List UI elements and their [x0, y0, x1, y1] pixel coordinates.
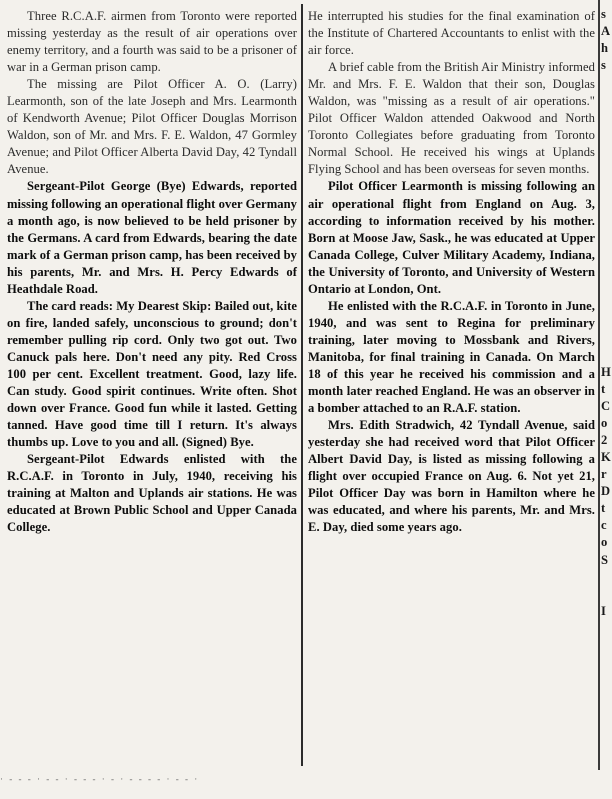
edge-line: D — [601, 484, 611, 499]
paragraph-missing-list: The missing are Pilot Officer A. O. (Larry) Learmonth, son of the late Joseph and Mrs. Learmonth of Kendworth Avenue; Pilot Officer Douglas Morrison Waldon, son of Mr. and Mrs. F. E. Waldon, 47 Gormley Avenue; and Pilot Officer Alberta David Day, 42 Tyndall Avenue. — [7, 77, 297, 177]
edge-line — [601, 142, 612, 159]
edge-line: r — [601, 467, 607, 482]
article-column-left — [7, 8, 297, 536]
edge-line: S — [601, 552, 609, 567]
edge-line — [601, 569, 612, 586]
edge-line — [601, 279, 612, 296]
edge-line: h — [601, 41, 609, 56]
edge-line — [601, 194, 612, 211]
edge-line — [601, 91, 612, 108]
edge-line — [601, 108, 612, 125]
edge-line: C — [601, 399, 611, 414]
edge-line — [601, 245, 612, 262]
paragraph-learmonth-enlisted: He enlisted with the R.C.A.F. in Toronto in June, 1940, and was sent to Regina for preliminary training, later moving to Mossbank and Rivers, Manitoba, for final training in Canada. On March 18 of this year he received his commission and a month later reached England. He was an observer in a bomber attached to an R.A.F. station. — [308, 298, 595, 416]
edge-line — [601, 296, 612, 313]
edge-line — [601, 125, 612, 142]
edge-line — [601, 228, 612, 245]
paragraph-edwards-prisoner: Sergeant-Pilot George (Bye) Edwards, reported missing following an operational flight over Germany a month ago, is now believed to be held prisoner by the Germans. A card from Edwards, bearing the date mark of a German prison camp, has been received by his parents, Mr. and Mrs. H. Percy Edwards of Heathdale Road. — [7, 179, 297, 296]
edge-line — [601, 262, 612, 279]
edge-line: 2 — [601, 433, 608, 448]
paragraph-card-text: The card reads: My Dearest Skip: Bailed out, kite on fire, landed safely, unconscious to ground; don't remember pulling rip cord. Only two got out. Two Canuck pals here. Don't need any pity. Red Cross 100 per cent. Excellent treatment. Good, lazy life. Can study. Good spirit continues. Write often. Shot down over France. Good fun while it lasted. Getting tanned. Have good time till I return. It's always thumbs up. Love to you and all. (Signed) Bye. — [7, 298, 297, 450]
edge-line — [601, 586, 612, 603]
edge-line — [601, 74, 612, 91]
edge-line: H — [601, 364, 611, 379]
paragraph-day: Mrs. Edith Stradwich, 42 Tyndall Avenue, said yesterday she had received word that Pilot Officer Albert David Day, is listed as missing following a flight over occupied France on Aug. 6. Not yet 21, Pilot Officer Day was born in Hamilton where he was educated, and where his parents, Mr. and Mrs. E. Day, died some years ago. — [308, 418, 595, 535]
edge-line: o — [601, 535, 608, 550]
edge-line: s — [601, 58, 606, 73]
edge-line: K — [601, 450, 611, 465]
column-divider — [301, 4, 303, 766]
edge-line — [601, 330, 612, 347]
paragraph-studies: He interrupted his studies for the final examination of the Institute of Chartered Accountants to enlist with the air force. — [308, 9, 595, 58]
edge-line: t — [601, 382, 606, 397]
paragraph-edwards-enlisted: Sergeant-Pilot Edwards enlisted with the R.C.A.F. in Toronto in July, 1940, receiving his training at Malton and Uplands air stations. He was educated at Brown Public School and Upper Canada College. — [7, 452, 297, 535]
edge-line — [601, 211, 612, 228]
edge-line: A — [601, 24, 611, 39]
edge-line — [601, 313, 612, 330]
adjacent-column-fragment — [601, 6, 612, 766]
edge-line: t — [601, 501, 606, 516]
edge-line — [601, 347, 612, 364]
edge-line: c — [601, 518, 607, 533]
edge-divider — [598, 0, 600, 770]
paragraph-learmonth: Pilot Officer Learmonth is missing following an air operational flight from England on Aug. 3, according to information received by his mother. Born at Moose Jaw, Sask., he was educated at Upper Canada College, Culver Military Academy, Indiana, the University of Toronto, and University of Western Ontario at London, Ont. — [308, 179, 595, 296]
edge-line — [601, 176, 612, 193]
edge-line: I — [601, 603, 606, 618]
paragraph-intro: Three R.C.A.F. airmen from Toronto were reported missing yesterday as the result of air operations over enemy territory, and a fourth was said to be a prisoner of war in a German prison camp. — [7, 9, 297, 75]
edge-line: s — [601, 7, 606, 21]
edge-line: o — [601, 416, 608, 431]
print-artifact: · ‐ ‐ ‐ · ‐ ‐ · ‐ ‐ ‐ · ‐ · ‐ ‐ ‐ ‐ · ‐ ‐ · — [0, 774, 200, 784]
edge-line — [601, 159, 612, 176]
article-column-right — [308, 8, 595, 536]
paragraph-waldon: A brief cable from the British Air Ministry informed Mr. and Mrs. F. E. Waldon that their son, Douglas Waldon, was "missing as a result of air operations." Pilot Officer Waldon attended Oakwood and North Toronto Collegiates before graduating from Toronto Normal School. He received his wings at Uplands Flying School and has been overseas for seven months. — [308, 60, 595, 177]
